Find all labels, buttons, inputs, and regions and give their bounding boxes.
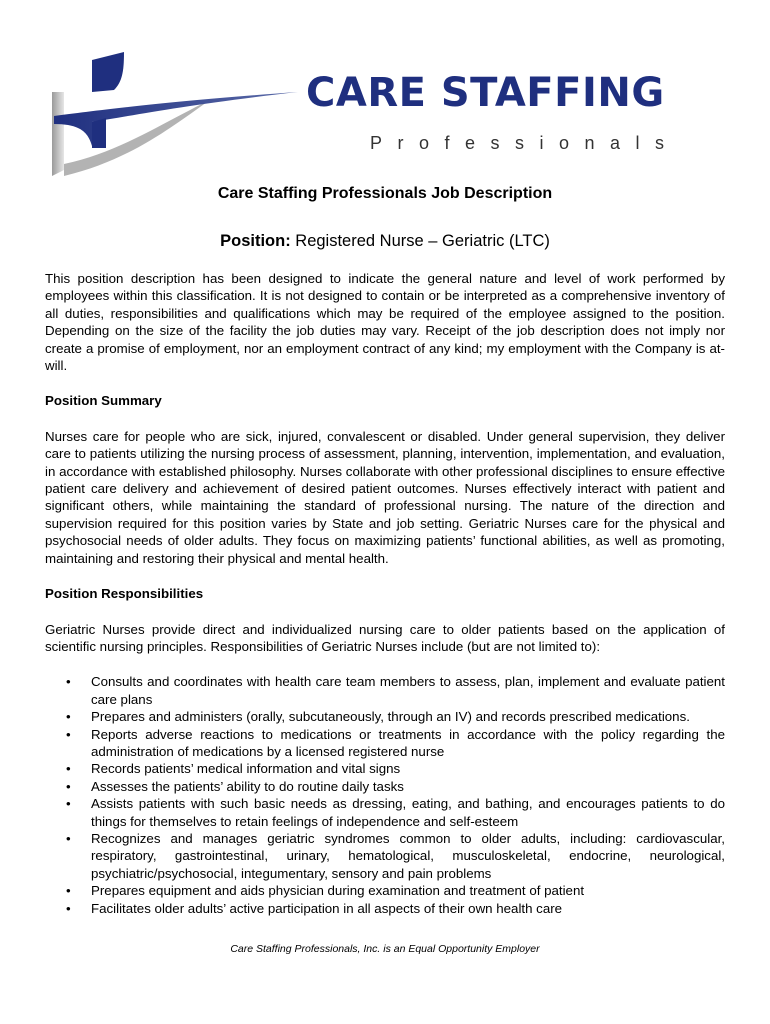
responsibilities-intro: Geriatric Nurses provide direct and individualized nursing care to older patients based on the application of scientific nursing principles. Responsibilities of Geriatric Nurses include (but are not limited to): <box>45 621 725 654</box>
list-item: • Records patients’ medical information and vital signs <box>66 761 401 777</box>
brand-name: CARE STAFFING <box>306 70 665 116</box>
bullet-icon: • <box>66 726 71 742</box>
list-item: • Consults and coordinates with health care team members to assess, plan, implement and evaluate patient care plans <box>66 674 725 707</box>
bullet-icon: • <box>66 674 71 690</box>
list-item: • Reports adverse reactions to medications or treatments in accordance with the policy regarding the administration of medications by a licensed registered nurse <box>66 726 725 759</box>
list-item: • Prepares equipment and aids physician during examination and treatment of patient <box>66 883 585 899</box>
bullet-icon: • <box>66 778 71 794</box>
list-item: • Recognizes and manages geriatric syndromes common to older adults, including: cardiovascular, respiratory, gastrointestinal, urinary, hematological, musculoskeletal, endocrine, neurological, psychiatric/psychosocial, integumentary, sensory and pain problems <box>66 830 725 881</box>
bullet-icon: • <box>66 709 71 725</box>
responsibilities-list <box>45 673 725 917</box>
list-item: • Assists patients with such basic needs as dressing, eating, and bathing, and encourages patients to do things for themselves to retain feelings of independence and self-esteem <box>66 796 725 829</box>
cross-swoosh-logo-icon <box>40 52 310 182</box>
intro-paragraph: This position description has been designed to indicate the general nature and level of work performed by employees within this classification. It is not designed to contain or be interpreted as a comprehensive inventory of all duties, responsibilities and qualifications which may be required of the employee assigned to the position. Depending on the size of the facility the job duties may vary. Receipt of the job description does not imply nor create a promise of employment, nor an employment contract of any kind; my employment with the Company is at-will. <box>45 271 725 374</box>
bullet-icon: • <box>66 830 71 846</box>
responsibilities-heading: Position Responsibilities <box>45 586 204 602</box>
summary-paragraph: Nurses care for people who are sick, injured, convalescent or disabled. Under general supervision, they deliver care to patients utilizing the nursing process of assessment, planning, intervention, implementation, and evaluation, in accordance with established philosophy. Nurses collaborate with other professional disciplines to ensure effective patient care delivery and achievement of desired patient outcomes. Nurses effectively interact with patient and significant others, while maintaining the standard of professional nursing. The nature of the direction and supervision required for this position varies by State and job setting. Geriatric Nurses care for the physical and psychosocial needs of older adults. They focus on maximizing patients’ functional abilities, as well as promoting, maintaining and restoring their physical and mental health. <box>45 428 725 566</box>
position-value: Registered Nurse – Geriatric (LTC) <box>295 232 550 250</box>
summary-heading: Position Summary <box>45 393 162 409</box>
brand-subtitle: Professionals <box>370 133 680 153</box>
bullet-icon: • <box>66 883 71 899</box>
bullet-icon: • <box>66 900 71 916</box>
position-line <box>0 232 770 251</box>
list-item: • Assesses the patients’ ability to do routine daily tasks <box>66 778 404 794</box>
list-item: • Prepares and administers (orally, subcutaneously, through an IV) and records prescribed medications. <box>66 709 690 725</box>
position-label: Position: <box>220 232 291 250</box>
bullet-icon: • <box>66 761 71 777</box>
list-item: • Facilitates older adults’ active participation in all aspects of their own health care <box>66 900 563 916</box>
document-body <box>45 270 725 917</box>
bullet-icon: • <box>66 796 71 812</box>
document-title: Care Staffing Professionals Job Description <box>217 185 553 202</box>
footer-note: Care Staffing Professionals, Inc. is an Equal Opportunity Employer <box>230 943 540 955</box>
